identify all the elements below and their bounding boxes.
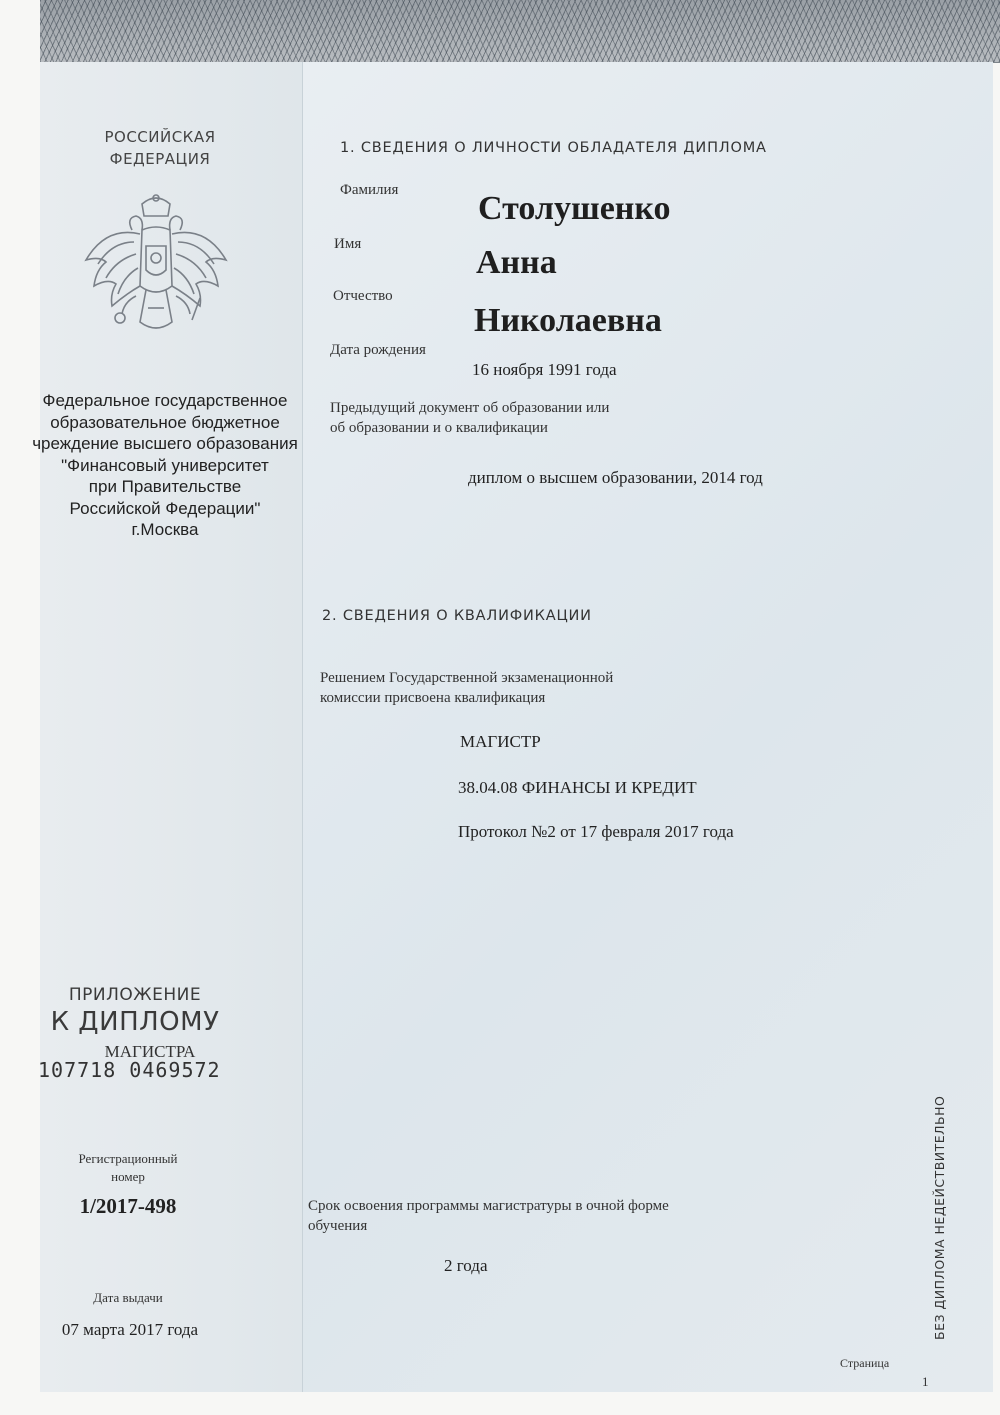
coat-of-arms-icon — [76, 190, 236, 350]
registration-label-line-1: Регистрационный — [78, 1151, 178, 1166]
previous-document-label-line-2: об образовании и о квалификации — [330, 420, 548, 436]
degree-level: МАГИСТРА — [104, 1042, 196, 1061]
commission-decision — [320, 668, 613, 708]
surname-label: Фамилия — [340, 182, 399, 198]
program: 38.04.08 ФИНАНСЫ И КРЕДИТ — [458, 778, 697, 797]
institution-line-1: Федеральное государственное — [42, 391, 288, 410]
page-number: 1 — [922, 1374, 929, 1389]
institution-line-7: г.Москва — [131, 520, 199, 539]
issue-date-label: Дата выдачи — [93, 1290, 163, 1305]
country-name — [60, 126, 260, 170]
study-duration: 2 года — [444, 1256, 488, 1275]
registration-label-line-2: номер — [111, 1169, 145, 1184]
previous-document-label — [330, 398, 609, 438]
supplement-title-line-2: К ДИПЛОМУ — [50, 1007, 220, 1037]
institution-line-6: Российской Федерации" — [69, 498, 261, 518]
supplement-title — [40, 984, 230, 1038]
institution-line-3: чреждение высшего образования — [32, 434, 298, 453]
previous-document: диплом о высшем образовании, 2014 год — [468, 468, 763, 487]
commission-decision-line-2: комиссии присвоена квалификация — [320, 690, 546, 706]
patronymic: Николаевна — [474, 302, 662, 339]
study-duration-label-line-2: обучения — [308, 1218, 368, 1234]
right-panel — [303, 62, 993, 1392]
study-duration-label-line-1: Срок освоения программы магистратуры в очной форме — [308, 1198, 669, 1214]
institution-name — [30, 390, 300, 541]
birth-date: 16 ноября 1991 года — [472, 360, 617, 379]
registration-number: 1/2017-498 — [79, 1194, 177, 1218]
commission-decision-line-1: Решением Государственной экзаменационной — [320, 670, 614, 686]
validity-note: БЕЗ ДИПЛОМА НЕДЕЙСТВИТЕЛЬНО — [932, 1095, 947, 1340]
patronymic-label: Отчество — [333, 288, 393, 304]
serial-number: 107718 0469572 — [38, 1058, 221, 1082]
surname: Столушенко — [478, 190, 671, 227]
institution-line-2: образовательное бюджетное — [50, 412, 280, 432]
previous-document-label-line-1: Предыдущий документ об образовании или — [330, 400, 610, 416]
qualification: МАГИСТР — [460, 732, 541, 751]
country-line-2: ФЕДЕРАЦИЯ — [109, 150, 211, 168]
protocol: Протокол №2 от 17 февраля 2017 года — [458, 822, 734, 841]
study-duration-label — [308, 1196, 669, 1236]
name-label: Имя — [334, 236, 362, 252]
given-name: Анна — [476, 244, 557, 281]
supplement-title-line-1: ПРИЛОЖЕНИЕ — [68, 985, 202, 1005]
issue-date: 07 марта 2017 года — [61, 1320, 199, 1339]
page-label: Страница — [840, 1356, 890, 1370]
section-1-heading: 1. СВЕДЕНИЯ О ЛИЧНОСТИ ОБЛАДАТЕЛЯ ДИПЛОМА — [340, 140, 767, 156]
institution-line-4: "Финансовый университет — [61, 455, 269, 475]
country-line-1: РОССИЙСКАЯ — [104, 128, 216, 146]
guilloche-border — [40, 0, 1000, 63]
registration-label — [58, 1150, 198, 1186]
institution-line-5: при Правительстве — [88, 477, 242, 496]
birth-date-label: Дата рождения — [330, 342, 426, 358]
section-2-heading: 2. СВЕДЕНИЯ О КВАЛИФИКАЦИИ — [322, 608, 592, 624]
